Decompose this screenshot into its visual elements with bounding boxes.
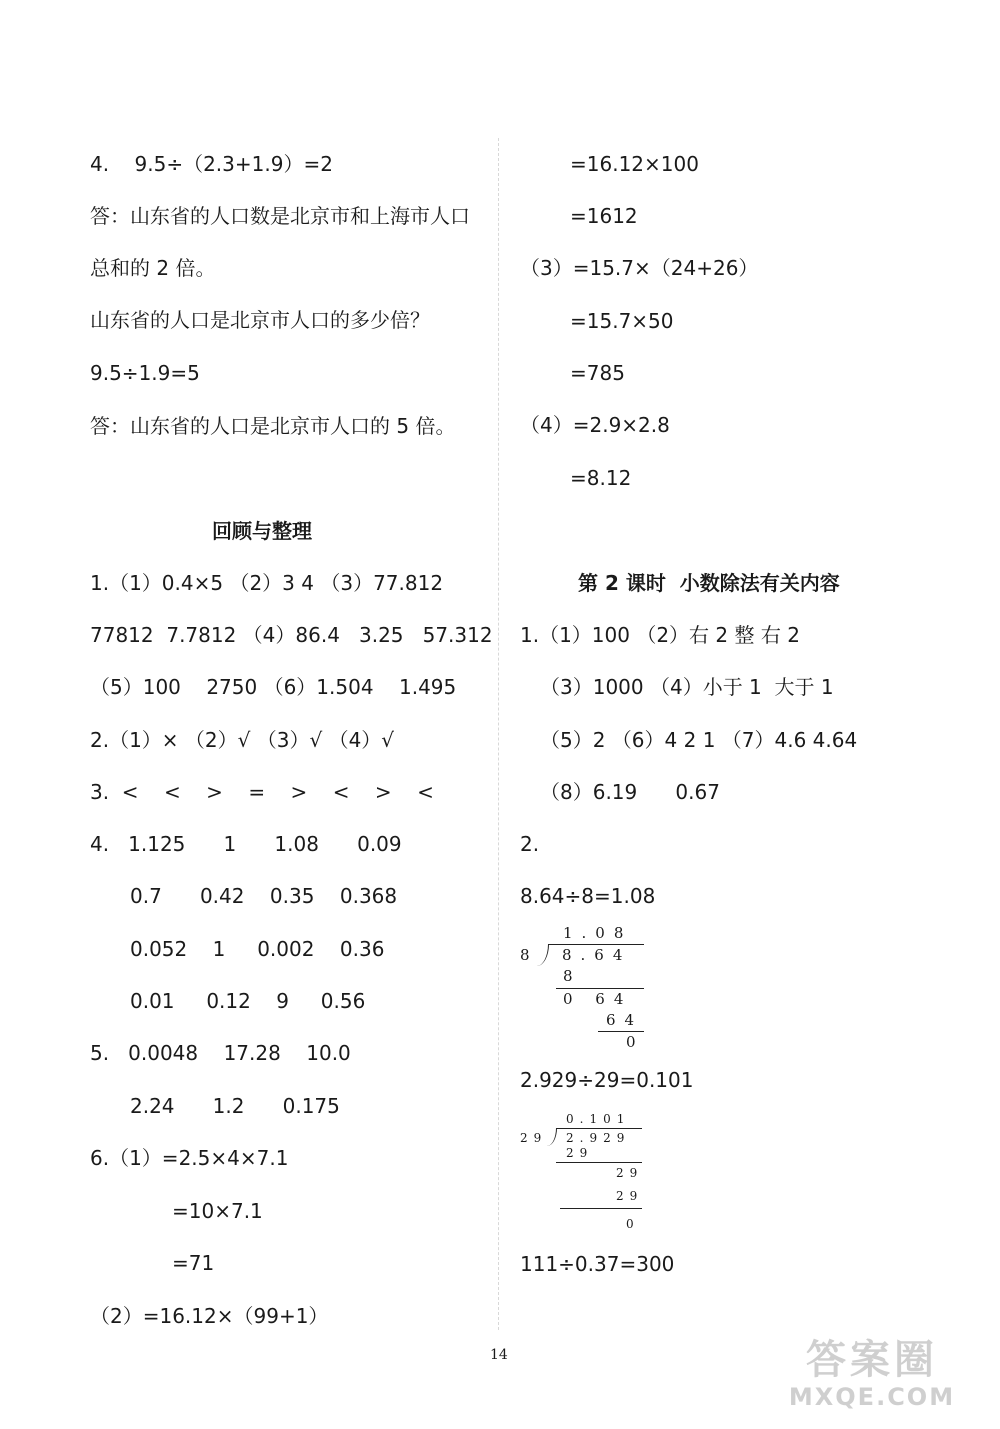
answer-4-line: 4. 9.5÷（2.3+1.9）=2 (90, 152, 333, 176)
review-1-line-3: （5）100 2750 （6）1.504 1.495 (90, 675, 457, 699)
review-5-line-2: 2.24 1.2 0.175 (130, 1094, 340, 1118)
division-1-step-2: 0 64 (563, 990, 633, 1008)
division-1-divisor: 8 (520, 946, 539, 964)
division-2-dividend: 2.929 (566, 1131, 631, 1145)
question-line: 山东省的人口是北京市人口的多少倍？ (90, 308, 430, 332)
lesson-1-line-1: 1.（1）100 （2）右 2 整 右 2 (520, 623, 800, 647)
section-heading-lesson-2: 第 2 课时 小数除法有关内容 (578, 571, 840, 595)
division-equation-2: 2.929÷29=0.101 (520, 1068, 694, 1092)
division-1-remainder: 0 (626, 1033, 645, 1051)
lesson-1-line-4: （8）6.19 0.67 (540, 780, 720, 804)
review-1-line: 1.（1）0.4×5 （2）3 4 （3）77.812 (90, 571, 444, 595)
review-2-line: 2.（1）× （2）√ （3）√ （4）√ (90, 728, 395, 752)
review-5-line-1: 5. 0.0048 17.28 10.0 (90, 1041, 351, 1065)
column-divider (498, 138, 499, 1330)
lesson-1-line-2: （3）1000 （4）小于 1 大于 1 (540, 675, 834, 699)
division-1-step-1: 8 (563, 967, 582, 985)
division-2-remainder: 0 (626, 1217, 640, 1231)
division-2-divisor: 29 (520, 1131, 548, 1145)
division-2-step-1: 29 (566, 1146, 594, 1160)
page-number: 14 (490, 1347, 508, 1363)
review-6-line-2: =10×7.1 (172, 1199, 263, 1223)
division-2-step-2: 29 (616, 1166, 644, 1180)
calc-line-5: =785 (570, 361, 625, 385)
review-6-line-4: （2）=16.12×（99+1） (90, 1304, 329, 1328)
calc-line-4: =15.7×50 (570, 309, 674, 333)
review-4-line-1: 4. 1.125 1 1.08 0.09 (90, 832, 402, 856)
watermark-logo (762, 1337, 982, 1415)
calc-line-1: =16.12×100 (570, 152, 699, 176)
division-2-step-3: 29 (616, 1189, 644, 1203)
lesson-1-line-3: （5）2 （6）4 2 1 （7）4.6 4.64 (540, 728, 858, 752)
division-1-quotient: 1.08 (563, 924, 633, 942)
division-equation-1: 8.64÷8=1.08 (520, 884, 656, 908)
review-6-line-1: 6.（1）=2.5×4×7.1 (90, 1146, 289, 1170)
division-1-rule-1 (556, 988, 644, 989)
division-2-quotient: 0.101 (566, 1112, 631, 1126)
division-2-bar (556, 1128, 642, 1129)
lesson-2-label: 2. (520, 832, 540, 856)
division-2-rule-1 (556, 1162, 642, 1163)
division-1-dividend: 8.64 (562, 946, 632, 964)
watermark-url: MXQE.COM (788, 1383, 956, 1411)
review-3-line: 3. < < > = > < > < (90, 780, 434, 804)
division-equation-3: 111÷0.37=300 (520, 1252, 675, 1276)
answer-line: 答：山东省的人口是北京市人口的 5 倍。 (90, 414, 456, 438)
review-4-line-4: 0.01 0.12 9 0.56 (130, 989, 366, 1013)
division-1-rule-2 (598, 1031, 644, 1032)
answer-4-text-1: 答：山东省的人口数是北京市和上海市人口 (90, 204, 470, 228)
answer-4-text-2: 总和的 2 倍。 (90, 256, 216, 280)
calc-line-2: =1612 (570, 204, 638, 228)
calc-line-7: =8.12 (570, 466, 632, 490)
calc-line-3: （3）=15.7×（24+26） (520, 256, 759, 280)
review-4-line-2: 0.7 0.42 0.35 0.368 (130, 884, 398, 908)
watermark-title: 答案圈 (806, 1337, 938, 1383)
division-2-rule-2 (560, 1208, 642, 1209)
division-1-step-3: 64 (606, 1011, 644, 1029)
review-6-line-3: =71 (172, 1251, 215, 1275)
calc-line-6: （4）=2.9×2.8 (520, 413, 670, 437)
section-heading-review: 回顾与整理 (212, 519, 312, 543)
equation-line: 9.5÷1.9=5 (90, 361, 200, 385)
division-1-bar (548, 944, 644, 945)
review-1-line-2: 77812 7.7812 （4）86.4 3.25 57.312 (90, 623, 493, 647)
review-4-line-3: 0.052 1 0.002 0.36 (130, 937, 385, 961)
division-2-bracket (546, 1128, 557, 1146)
